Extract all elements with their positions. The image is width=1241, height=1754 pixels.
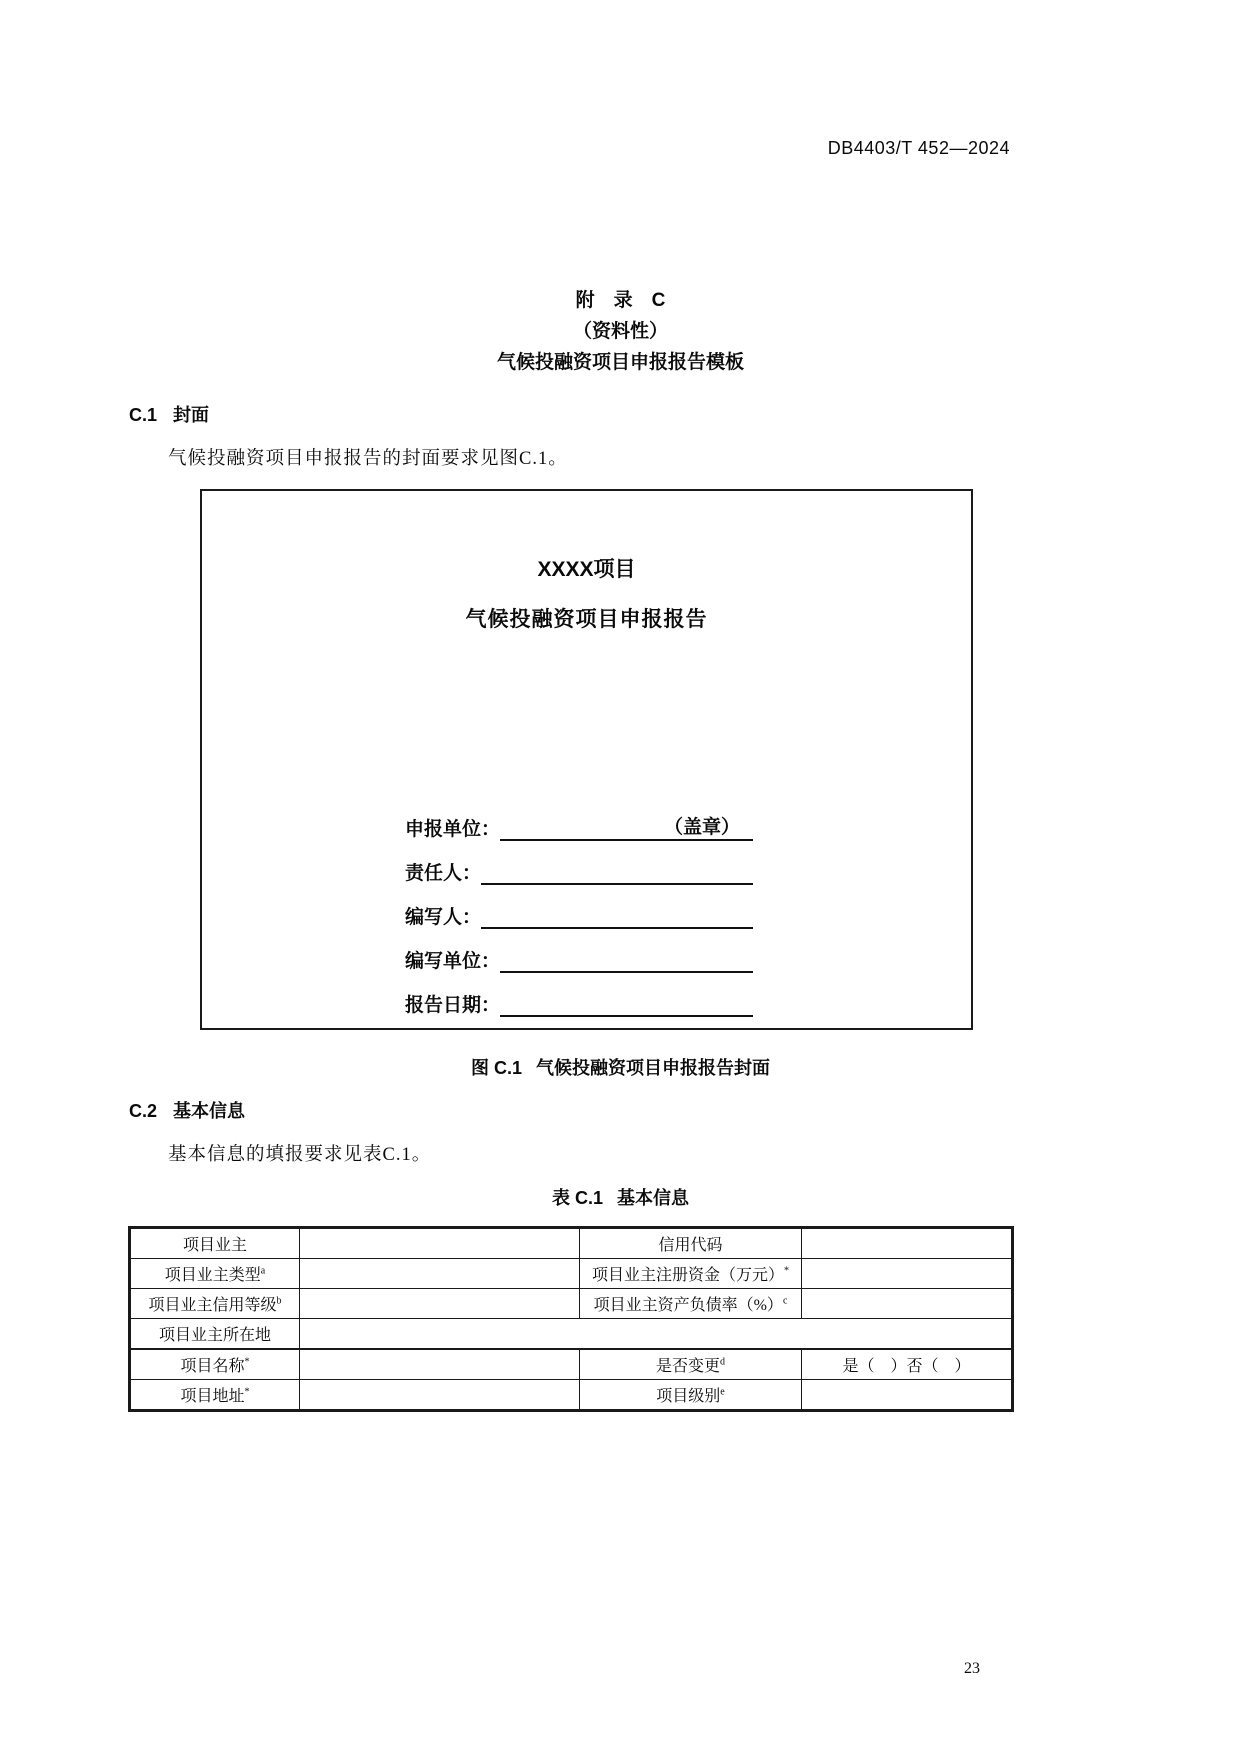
- cover-fields: [405, 813, 753, 1033]
- value-cell: [300, 1380, 580, 1411]
- basic-info-table: [128, 1226, 1014, 1412]
- blank-line: [481, 857, 753, 885]
- table-caption: [0, 1184, 1241, 1210]
- value-cell: [300, 1228, 580, 1259]
- section-c2-paragraph: 基本信息的填报要求见表C.1。: [168, 1145, 432, 1165]
- table-row: [130, 1319, 1013, 1350]
- label-cell: 项目业主资产负债率（%）$^c$: [580, 1289, 802, 1319]
- section-c1-heading: [129, 401, 209, 427]
- field-report-date: [405, 989, 753, 1017]
- value-cell: [802, 1259, 1013, 1289]
- field-label: 编写人：: [405, 907, 482, 928]
- label-cell: 是否变更$^d$: [580, 1349, 802, 1380]
- blank-line: [500, 945, 753, 973]
- cover-figure-box: [200, 489, 973, 1030]
- label-cell: 项目级别$^e$: [580, 1380, 802, 1411]
- table-row: [130, 1349, 1013, 1380]
- table-row: [130, 1259, 1013, 1289]
- cover-project-title: XXXX项目: [537, 558, 636, 581]
- blank-line: [481, 901, 753, 929]
- section-c2-heading: [129, 1097, 245, 1123]
- page-number: 23: [964, 1660, 980, 1677]
- table-row: [130, 1289, 1013, 1319]
- field-responsible-person: [405, 857, 753, 885]
- field-label: 申报单位：: [405, 819, 501, 840]
- figure-caption: [0, 1054, 1241, 1080]
- table-row: [130, 1228, 1013, 1259]
- value-cell: [300, 1259, 580, 1289]
- value-cell: [802, 1228, 1013, 1259]
- field-declaring-unit: [405, 813, 753, 841]
- value-cell: 是（ ）否（ ）: [802, 1349, 1013, 1380]
- value-cell: [300, 1289, 580, 1319]
- section-c2-title: 基本信息: [173, 1101, 246, 1121]
- label-cell: 项目业主所在地: [130, 1319, 300, 1350]
- table-caption-text: 基本信息: [617, 1188, 689, 1208]
- standard-number: DB4403/T 452—2024: [827, 138, 1010, 158]
- field-author: [405, 901, 753, 929]
- section-c1-title: 封面: [173, 405, 210, 425]
- value-cell: [300, 1349, 580, 1380]
- section-c1-number: C.1: [129, 405, 158, 425]
- field-label: 编写单位：: [405, 951, 501, 972]
- blank-line: [500, 989, 753, 1017]
- label-cell: 项目业主信用等级$^b$: [130, 1289, 300, 1319]
- label-cell: 项目业主类型$^a$: [130, 1259, 300, 1289]
- label-cell: 项目名称*: [130, 1349, 300, 1380]
- field-label: 报告日期：: [405, 995, 501, 1016]
- table-row: [130, 1380, 1013, 1411]
- label-cell: 项目业主注册资金（万元）*: [580, 1259, 802, 1289]
- section-c2-number: C.2: [129, 1101, 158, 1121]
- label-cell: 项目地址*: [130, 1380, 300, 1411]
- appendix-title: 附 录 C: [575, 290, 666, 311]
- label-cell: 项目业主: [130, 1228, 300, 1259]
- section-c1-paragraph: 气候投融资项目申报报告的封面要求见图C.1。: [168, 449, 568, 469]
- label-cell: 信用代码: [580, 1228, 802, 1259]
- value-cell: [802, 1380, 1013, 1411]
- appendix-heading: [0, 285, 1241, 378]
- appendix-normative-type: （资料性）: [572, 321, 668, 342]
- figure-caption-text: 气候投融资项目申报报告封面: [536, 1058, 770, 1078]
- appendix-subtitle: 气候投融资项目申报报告模板: [496, 352, 744, 373]
- blank-line: [500, 813, 753, 841]
- value-cell: [300, 1319, 1013, 1350]
- value-cell: [802, 1289, 1013, 1319]
- cover-report-title: 气候投融资项目申报报告: [465, 608, 708, 631]
- seal-note: （盖章）: [663, 817, 740, 838]
- figure-caption-label: 图 C.1: [470, 1058, 522, 1078]
- table-caption-label: 表 C.1: [551, 1188, 603, 1208]
- field-writing-unit: [405, 945, 753, 973]
- field-label: 责任人：: [405, 863, 482, 884]
